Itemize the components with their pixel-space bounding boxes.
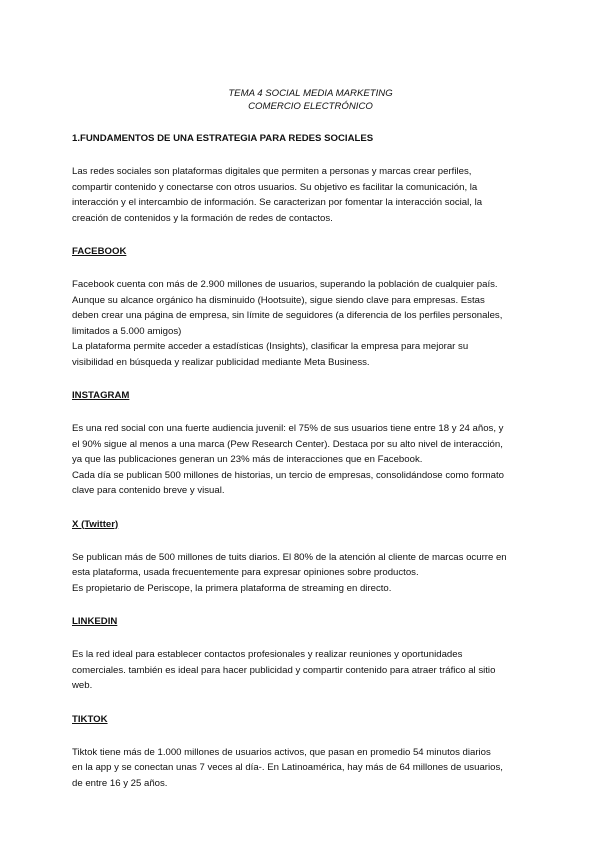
section-title-facebook: FACEBOOK <box>72 246 127 257</box>
paragraph-line: web. <box>72 680 93 691</box>
paragraph-line: Es la red ideal para establecer contactos profesionales y realizar reuniones y oportunidades <box>72 649 463 660</box>
section-body-linkedin <box>72 647 534 694</box>
paragraph-line: esta plataforma, usada frecuentemente para expresar opiniones sobre productos. <box>72 567 419 578</box>
paragraph-line: el 90% sigue al menos a una marca (Pew Research Center). Destaca por su alto nivel de interacción, <box>72 438 503 450</box>
section-body-facebook <box>72 277 534 370</box>
paragraph-line: Las redes sociales son plataformas digitales que permiten a personas y marcas crear perfiles, <box>72 166 472 177</box>
document-title <box>87 87 534 113</box>
section-heading: 1.FUNDAMENTOS DE UNA ESTRATEGIA PARA REDES SOCIALES <box>72 133 374 144</box>
paragraph-line: Tiktok tiene más de 1.000 millones de usuarios activos, que pasan en promedio 54 minutos diarios <box>72 746 491 758</box>
section-body-tiktok <box>72 745 534 792</box>
paragraph-line: Cada día se publican 500 millones de historias, un tercio de empresas, consolidándose como formato <box>72 469 504 481</box>
paragraph-line: visibilidad en búsqueda y realizar publicidad mediante Meta Business. <box>72 356 370 368</box>
paragraph-line: limitados a 5.000 amigos) <box>72 325 182 337</box>
paragraph-line: en la app y se conectan unas 7 veces al día-. En Latinoamérica, hay más de 64 millones de usuarios, <box>72 762 503 773</box>
paragraph-line: ya que las publicaciones generan un 23% más de interacciones que en Facebook. <box>72 454 423 465</box>
paragraph-line: de entre 16 y 25 años. <box>72 777 168 789</box>
section-title-twitter: X (Twitter) <box>72 518 119 530</box>
intro-paragraph <box>72 164 534 226</box>
section-title-tiktok: TIKTOK <box>72 713 108 725</box>
paragraph-line: Es propietario de Periscope, la primera plataforma de streaming en directo. <box>72 582 392 594</box>
paragraph-line: deben crear una página de empresa, sin límite de seguidores (a diferencia de los perfiles personales, <box>72 310 503 321</box>
paragraph-line: Facebook cuenta con más de 2.900 millones de usuarios, superando la población de cualquier país. <box>72 279 498 290</box>
section-body-twitter <box>72 550 534 597</box>
page-content <box>72 87 534 791</box>
paragraph-line: compartir contenido y conectarse con otros usuarios. Su objetivo es facilitar la comunicación, la <box>72 181 478 193</box>
paragraph-line: Aunque su alcance orgánico ha disminuido (Hootsuite), sigue siendo clave para empresas. Estas <box>72 294 485 306</box>
title-line-1: TEMA 4 SOCIAL MEDIA MARKETING <box>228 88 393 99</box>
section-body-instagram <box>72 421 534 499</box>
section-title-instagram: INSTAGRAM <box>72 390 130 401</box>
paragraph-line: Es una red social con una fuerte audiencia juvenil: el 75% de sus usuarios tiene entre 18 y 24 años, y <box>72 423 504 434</box>
paragraph-line: La plataforma permite acceder a estadísticas (Insights), clasificar la empresa para mejorar su <box>72 341 469 352</box>
paragraph-line: Se publican más de 500 millones de tuits diarios. El 80% de la atención al cliente de marcas ocurre en <box>72 551 507 563</box>
paragraph-line: interacción y el intercambio de información. Se caracterizan por fomentar la interacción social, la <box>72 197 483 208</box>
paragraph-line: creación de contenidos y la formación de redes de contactos. <box>72 212 333 224</box>
paragraph-line: comerciales. también es ideal para hacer publicidad y compartir contenido para atraer tráfico al sitio <box>72 664 496 676</box>
paragraph-line: clave para contenido breve y visual. <box>72 485 225 496</box>
section-title-linkedin: LINKEDIN <box>72 616 118 627</box>
title-line-2: COMERCIO ELECTRÓNICO <box>248 101 373 112</box>
